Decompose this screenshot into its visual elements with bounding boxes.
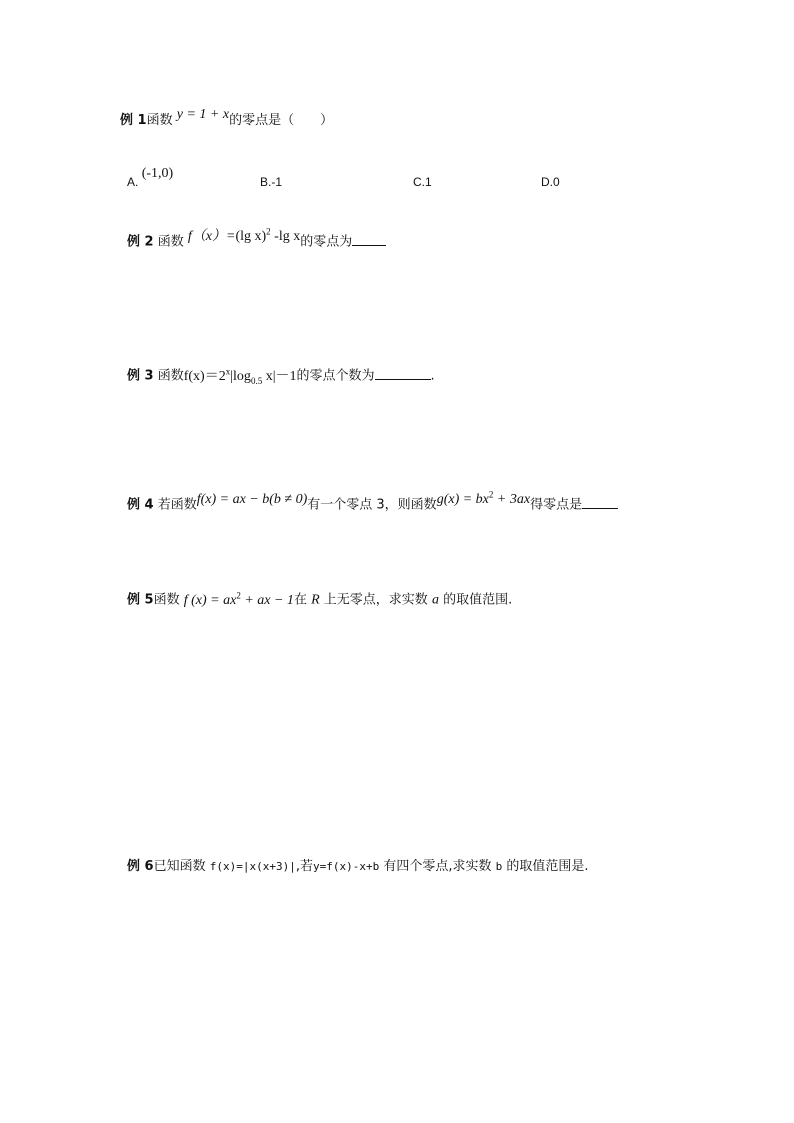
example-6-text-mid: ,若 [295,859,313,874]
option-a [127,166,174,191]
example-1-formula: y = 1 + x [176,107,230,122]
example-1 [120,107,334,130]
example-2-text-after: 的零点为 [300,234,353,250]
example-2-label: 例 2 [127,234,154,250]
answer-blank[interactable] [582,496,618,509]
example-5 [127,586,512,610]
example-4-label: 例 4 [127,497,154,513]
option-a-letter: A. [127,175,139,189]
example-6-formula-y: y=f(x)-x+b [312,860,380,873]
example-4-text-after: 得零点是 [530,497,583,513]
example-5-formula: f $(x) = ax^2$ + ax − 1 [183,590,294,608]
example-6 [127,858,589,876]
example-4-text: 若函数 [157,497,197,513]
option-b: B.-1 [260,175,283,189]
example-2-formula: f（x）=(lg x)$^2$ -lg x [187,226,301,244]
var-a: a [431,592,439,608]
example-3-text: 函数 [157,368,184,384]
example-1-text: 函数 [146,113,173,128]
example-6-text-mid2: 有四个零点,求实数 [383,859,492,874]
example-1-text-after: 的零点是（ ） [229,113,334,128]
example-6-formula-f: f(x)=|x(x+3)| [209,860,296,873]
example-2 [127,228,386,252]
example-2-text: 函数 [157,234,184,250]
example-1-label: 例 1 [120,113,147,128]
option-c: C.1 [413,175,432,189]
example-4-text-mid: 有一个零点 3，则函数 [307,497,437,513]
answer-blank[interactable] [352,233,386,246]
example-4-formula-g: $g(x) = bx^2 + 3ax$ [436,489,531,507]
var-b: b [495,860,503,873]
option-a-value: (-1,0) [141,166,174,181]
example-4 [127,491,618,515]
example-4-formula-f: f(x) = ax − b(b ≠ 0) [196,491,308,507]
example-6-text-end: 的取值范围是. [506,859,589,874]
example-5-label: 例 5 [127,592,154,608]
example-6-label: 例 6 [127,859,154,874]
example-3-text-after: 的零点个数为 [296,368,375,384]
option-d: D.0 [541,175,560,189]
example-3-formula: $f(x)=2^x|\log_{0.5}$ x|－1 [183,366,297,386]
answer-blank[interactable] [375,367,431,380]
example-3: 例 3 函数$f(x)=2^x|\log_{0.5}$ x|－1的零点个数为 . [127,366,435,386]
example-5-text-mid: 在 [293,592,307,608]
example-6-text: 已知函数 [153,859,206,874]
example-5-text-end: 的取值范围. [443,592,513,608]
var-r: R [311,592,320,608]
example-5-text: 函数 [153,592,180,608]
example-5-text-after: 上无零点，求实数 [323,592,428,608]
example-3-label: 例 3 [127,368,154,384]
